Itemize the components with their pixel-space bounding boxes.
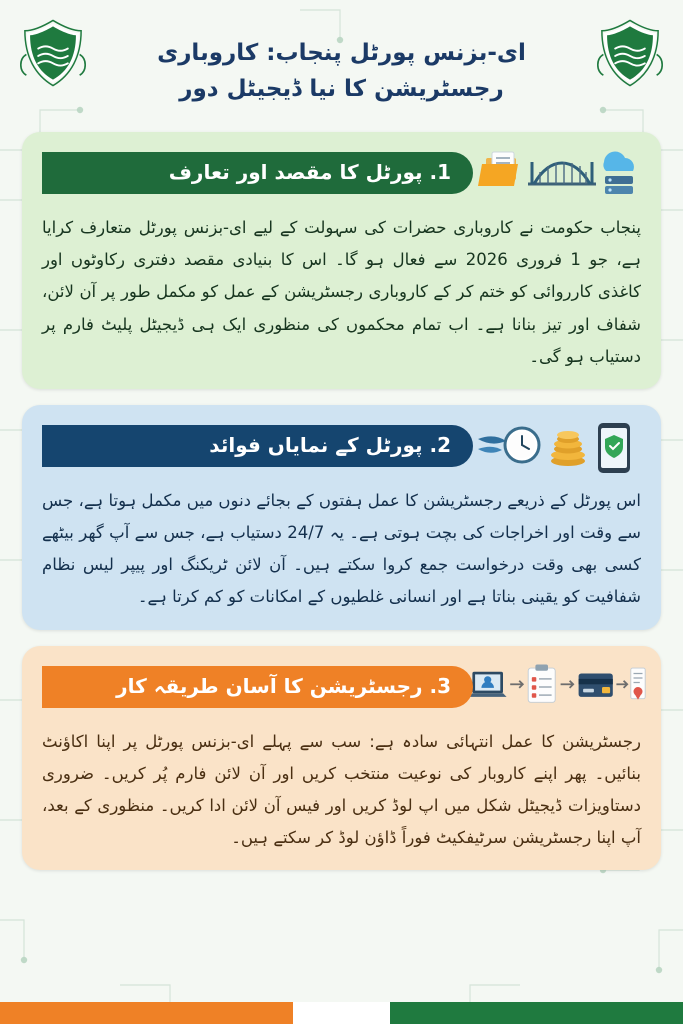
footer-strip	[0, 1002, 683, 1024]
clock-wing-icon	[478, 428, 539, 462]
folder-documents-icon	[478, 152, 518, 186]
arrow-right-icon	[561, 680, 574, 687]
card-process	[22, 646, 661, 871]
footer-segment-white	[293, 1002, 391, 1024]
card-body-text: اس پورٹل کے ذریعے رجسٹریشن کا عمل ہفتوں کے بجائے دنوں میں مکمل ہوتا ہے، جس سے وقت اور اخراجات کی بچت ہوتی ہے۔ یہ 24/7 دستیاب ہے، جس سے آپ گھر بیٹھے کسی بھی وقت درخواست جمع کروا سکتے ہیں۔ آن لائن ٹریکنگ اور پیپر لیس نظام شفافیت کو یقینی بناتا ہے اور انسانی غلطیوں کے امکانات کو کم کرتا ہے۔	[42, 490, 641, 607]
card-icon-group	[467, 142, 647, 204]
card-title: 3. رجسٹریشن کا آسان طریقہ کار	[42, 666, 473, 708]
page-header	[0, 0, 683, 132]
checklist-icon	[528, 664, 555, 702]
cloud-server-icon	[603, 152, 634, 194]
card-payment-icon	[579, 673, 613, 696]
card-header	[36, 415, 647, 477]
card-header	[36, 656, 647, 718]
page-title	[157, 36, 526, 107]
arrow-right-icon	[616, 680, 627, 687]
card-icon-group	[467, 415, 647, 477]
card-header	[36, 142, 647, 204]
card-body-text: رجسٹریشن کا عمل انتہائی سادہ ہے: سب سے پہلے ای-بزنس پورٹل پر اپنا اکاؤنٹ بنائیں۔ پھر اپنے کاروبار کی نوعیت منتخب کریں اور آن لائن فارم پُر کریں۔ ضروری دستاویزات ڈیجیٹل شکل میں اپ لوڈ کریں اور فیس آن لائن ادا کریں۔ منظوری کے بعد، آپ اپنا رجسٹریشن سرٹیفکیٹ فوراً ڈاؤن لوڈ کر سکتے ہیں۔	[42, 731, 641, 848]
card-list	[0, 132, 683, 1002]
footer-segment-orange	[0, 1002, 293, 1024]
card-body-text: پنجاب حکومت نے کاروباری حضرات کی سہولت کے لیے ای-بزنس پورٹل متعارف کرایا ہے، جو 1 فروری 2026 سے فعال ہو گا۔ اس کا بنیادی مقصد دفتری رکاوٹوں اور کاغذی کارروائی کو ختم کر کے کاروباری رجسٹریشن کے عمل کو مکمل طور پر آن لائن، شفاف اور تیز بنانا ہے۔ اب تمام محکموں کی منظوری ایک ہی ڈیجیٹل پلیٹ فارم پر دستیاب ہو گی۔	[42, 218, 641, 366]
card-purpose	[22, 132, 661, 389]
card-title: 2. پورٹل کے نمایاں فوائد	[42, 425, 473, 467]
laptop-user-icon	[469, 671, 507, 696]
page-title-line1: ای-بزنس پورٹل پنجاب: کاروباری	[157, 40, 526, 67]
page-title-line2: رجسٹریشن کا نیا ڈیجیٹل دور	[179, 76, 504, 102]
punjab-government-crest	[593, 16, 667, 90]
card-icon-group	[467, 656, 647, 718]
bridge-icon	[528, 162, 596, 184]
mobile-shield-icon	[598, 423, 630, 473]
card-title: 1. پورٹل کا مقصد اور تعارف	[42, 152, 473, 194]
certificate-icon	[631, 668, 645, 700]
arrow-right-icon	[510, 680, 523, 687]
footer-segment-green	[390, 1002, 683, 1024]
coins-icon	[551, 431, 585, 466]
punjab-government-crest	[16, 16, 90, 90]
card-benefits	[22, 405, 661, 630]
